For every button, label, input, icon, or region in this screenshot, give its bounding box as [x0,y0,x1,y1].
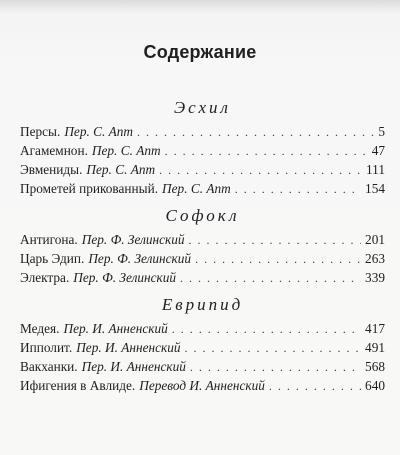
section-heading: Эсхил [174,98,231,117]
entry-title: Ифигения в Авлиде. [20,378,136,393]
section-heading: Еврипид [161,295,244,314]
toc-entry [20,319,385,338]
toc-entry [20,230,385,249]
entry-title: Медея. [20,321,60,336]
entry-translator: Пер. Ф. Зелинский [81,232,185,247]
toc-entry [20,357,385,376]
entry-translator: Пер. С. Апт [91,143,161,158]
toc-entry [20,160,385,179]
entry-page-number: 417 [365,321,385,336]
entry-title: Ипполит. [20,340,73,355]
entry-title: Агамемнон. [20,143,88,158]
page-title: Содержание [143,42,257,62]
entry-title: Персы. [20,124,61,139]
entry-page-number: 568 [365,359,385,374]
entry-page-number: 201 [365,232,385,247]
toc-entry [20,338,385,357]
dot-leader [172,320,361,339]
entry-page-number: 111 [366,162,385,177]
section-sophocles [20,205,385,287]
section-aeschylus [20,97,385,198]
entry-page-number: 491 [365,340,385,355]
dot-leader [180,269,361,288]
toc-entry [20,179,385,198]
entry-page-number: 47 [371,143,385,158]
toc-entry [20,141,385,160]
entry-title: Электра. [20,270,70,285]
dot-leader [185,339,362,358]
entry-translator: Пер. Ф. Зелинский [88,251,192,266]
toc-entry [20,268,385,287]
page-top-shadow [0,0,400,14]
entry-translator: Пер. И. Анненский [63,321,168,336]
entry-translator: Пер. С. Апт [162,181,231,196]
entry-page-number: 5 [378,124,385,139]
dot-leader [195,250,361,269]
entry-title: Антигона. [20,232,78,247]
entry-page-number: 640 [365,378,385,393]
entry-title: Царь Эдип. [20,251,85,266]
dot-leader [269,377,361,396]
entry-page-number: 154 [365,181,385,196]
toc-entry [20,249,385,268]
entry-translator: Пер. И. Анненский [76,340,181,355]
entry-translator: Перевод И. Анненский [139,378,265,393]
entry-title: Прометей прикованный. [20,181,159,196]
entry-translator: Пер. Ф. Зелинский [73,270,177,285]
dot-leader [190,358,361,377]
toc-entry [20,122,385,141]
dot-leader [137,123,374,142]
dot-leader [159,161,362,180]
dot-leader [165,142,368,161]
entry-title: Эвмениды. [20,162,83,177]
entry-page-number: 339 [365,270,385,285]
toc-entry [20,376,385,395]
entry-translator: Пер. И. Анненский [81,359,186,374]
section-heading: Софокл [165,206,240,225]
entry-translator: Пер. С. Апт [86,162,156,177]
section-euripides [20,294,385,395]
dot-leader [235,180,361,199]
entry-translator: Пер. С. Апт [64,124,134,139]
entry-title: Вакханки. [20,359,78,374]
dot-leader [189,231,362,250]
entry-page-number: 263 [365,251,385,266]
